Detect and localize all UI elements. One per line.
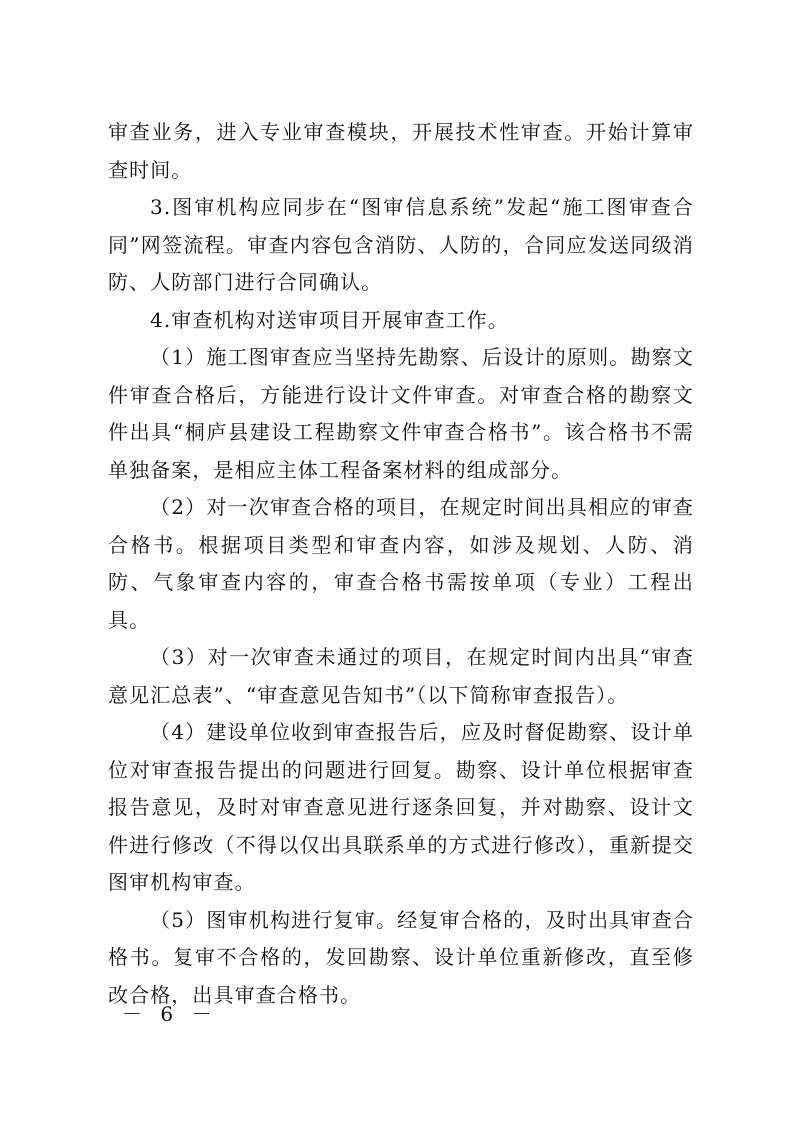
- page-number: － 6 －: [122, 1002, 218, 1026]
- paragraph-item-3: 3.图审机构应同步在“图审信息系统”发起“施工图审查合同”网签流程。审查内容包含消防、人防的，合同应发送同级消防、人防部门进行合同确认。: [108, 195, 694, 294]
- document-body: [108, 114, 694, 1014]
- paragraph-subitem-3: （3）对一次审查未通过的项目，在规定时间内出具“审查意见汇总表”、“审查意见告知书”（以下简称审查报告）。: [108, 645, 694, 707]
- paragraph-continuation: 审查业务，进入专业审查模块，开展技术性审查。开始计算审查时间。: [108, 120, 694, 182]
- paragraph-subitem-5: （5）图审机构进行复审。经复审合格的，及时出具审查合格书。复审不合格的，发回勘察、设计单位重新修改，直至修改合格，出具审查合格书。: [108, 907, 694, 1007]
- paragraph-item-4: 4.审查机构对送审项目开展审查工作。: [150, 307, 509, 332]
- paragraph-subitem-2: （2）对一次审查合格的项目，在规定时间出具相应的审查合格书。根据项目类型和审查内容，如涉及规划、人防、消防、气象审查内容的，审查合格书需按单项（专业）工程出具。: [108, 495, 694, 632]
- paragraph-subitem-1: （1）施工图审查应当坚持先勘察、后设计的原则。勘察文件审查合格后，方能进行设计文件审查。对审查合格的勘察文件出具“桐庐县建设工程勘察文件审查合格书”。该合格书不需单独备案，是相应主体工程备案材料的组成部分。: [108, 345, 694, 482]
- paragraph-subitem-4: （4）建设单位收到审查报告后，应及时督促勘察、设计单位对审查报告提出的问题进行回复。勘察、设计单位根据审查报告意见，及时对审查意见进行逐条回复，并对勘察、设计文件进行修改（不得以仅出具联系单的方式进行修改），重新提交图审机构审查。: [108, 720, 694, 894]
